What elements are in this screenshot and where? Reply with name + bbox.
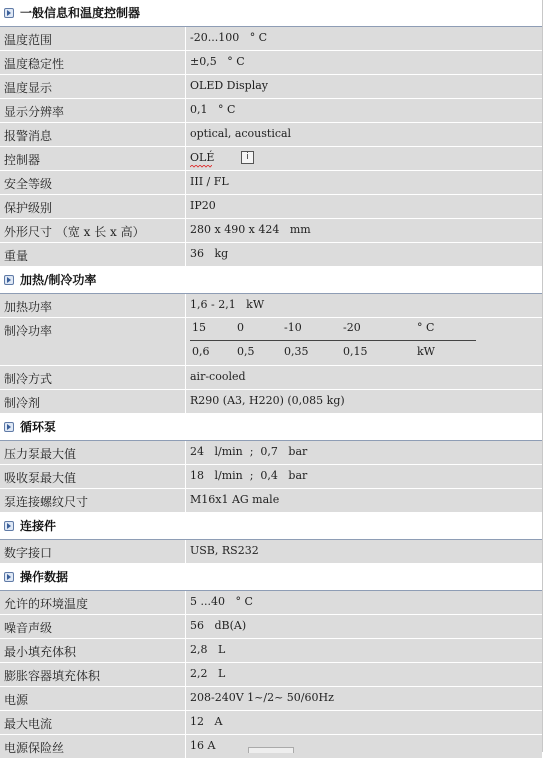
cell-divider	[185, 711, 186, 734]
cell-divider	[185, 390, 186, 413]
spec-label: 制冷功率	[4, 324, 53, 338]
cell-divider	[185, 219, 186, 242]
spec-row	[0, 123, 542, 147]
spec-row	[0, 591, 542, 615]
cell-divider	[185, 615, 186, 638]
spec-row	[0, 219, 542, 243]
spec-label: 数字接口	[4, 546, 53, 560]
section-header-operating-data[interactable]	[0, 564, 542, 591]
spec-label: 外形尺寸 （宽 x 长 x 高）	[4, 225, 145, 239]
cell-divider	[185, 318, 186, 365]
cell-divider	[185, 735, 186, 758]
cell-divider	[185, 51, 186, 74]
spec-label: 制冷方式	[4, 372, 53, 386]
cell-divider	[185, 123, 186, 146]
spec-value: air-cooled	[190, 370, 246, 383]
spellcheck-squiggle	[190, 165, 212, 168]
spec-row-cooling-power	[0, 318, 542, 366]
spec-row	[0, 639, 542, 663]
spec-value: 36 kg	[190, 247, 229, 260]
window-edge	[542, 0, 543, 752]
spec-value: ±0,5 ° C	[190, 55, 245, 68]
cell-divider	[185, 663, 186, 686]
spec-label: 加热功率	[4, 300, 53, 314]
spec-label: 允许的环境温度	[4, 597, 89, 611]
spec-label: 噪音声级	[4, 621, 53, 635]
spec-row	[0, 99, 542, 123]
section-title: 操作数据	[20, 570, 69, 584]
spec-value: 2,8 L	[190, 643, 226, 656]
spec-row	[0, 540, 542, 564]
triangle-bullet-icon	[4, 8, 14, 18]
cell-divider	[185, 591, 186, 614]
spec-label: 温度稳定性	[4, 57, 65, 71]
spec-value: -20...100 ° C	[190, 31, 268, 44]
section-header-general[interactable]	[0, 0, 542, 27]
cooling-power: 0,15	[343, 345, 368, 358]
spec-value: OLED Display	[190, 79, 268, 92]
cell-divider	[185, 687, 186, 710]
spec-label: 泵连接螺纹尺寸	[4, 495, 89, 509]
cooling-temp: -20	[343, 321, 361, 334]
spec-value: 2,2 L	[190, 667, 226, 680]
spec-value: III / FL	[190, 175, 229, 188]
section-title: 一般信息和温度控制器	[20, 6, 141, 20]
cooling-power: 0,6	[192, 345, 210, 358]
spec-row-controller	[0, 147, 542, 171]
spec-label: 重量	[4, 249, 29, 263]
section-title: 加热/制冷功率	[20, 273, 97, 287]
cell-divider	[185, 195, 186, 218]
spec-row	[0, 465, 542, 489]
spec-label: 最大电流	[4, 717, 53, 731]
section-header-connections[interactable]	[0, 513, 542, 540]
spec-label: 吸收泵最大值	[4, 471, 77, 485]
spec-value: 12 A	[190, 715, 223, 728]
cooling-power-unit: kW	[417, 345, 435, 358]
triangle-bullet-icon	[4, 275, 14, 285]
spec-value: 5 ...40 ° C	[190, 595, 253, 608]
cell-divider	[185, 366, 186, 389]
cell-divider	[185, 99, 186, 122]
cooling-power: 0,5	[237, 345, 255, 358]
spec-label: 制冷剂	[4, 396, 41, 410]
spec-value: 16 A	[190, 739, 216, 752]
spec-row	[0, 663, 542, 687]
cell-divider	[185, 75, 186, 98]
spec-row	[0, 711, 542, 735]
spec-value: 24 l/min ; 0,7 bar	[190, 445, 308, 458]
section-title: 连接件	[20, 519, 57, 533]
spec-label: 膨胀容器填充体积	[4, 669, 101, 683]
spec-value: optical, acoustical	[190, 127, 292, 140]
cooling-power: 0,35	[284, 345, 309, 358]
triangle-bullet-icon	[4, 422, 14, 432]
spec-row	[0, 195, 542, 219]
cell-divider	[185, 489, 186, 512]
cell-divider	[185, 540, 186, 563]
spec-row	[0, 615, 542, 639]
cell-divider	[185, 639, 186, 662]
cooling-temp: -10	[284, 321, 302, 334]
spec-row	[0, 294, 542, 318]
spec-value: USB, RS232	[190, 544, 259, 557]
spec-value: 1,6 - 2,1 kW	[190, 298, 265, 311]
spec-row	[0, 366, 542, 390]
info-icon[interactable]: i	[241, 151, 254, 164]
spec-value: R290 (A3, H220) (0,085 kg)	[190, 394, 345, 407]
cooling-table-rule	[190, 340, 476, 341]
cooling-temp: 15	[192, 321, 206, 334]
spec-label: 电源保险丝	[4, 741, 65, 755]
cell-divider	[185, 27, 186, 50]
spec-row	[0, 243, 542, 267]
cell-divider	[185, 171, 186, 194]
spec-label: 电源	[4, 693, 29, 707]
spec-row	[0, 27, 542, 51]
cell-divider	[185, 147, 186, 170]
spec-row	[0, 51, 542, 75]
spec-value: IP20	[190, 199, 216, 212]
cell-divider	[185, 294, 186, 317]
spec-label: 保护级别	[4, 201, 53, 215]
scroll-tab[interactable]	[248, 747, 294, 753]
spec-label: 温度显示	[4, 81, 53, 95]
cell-divider	[185, 441, 186, 464]
triangle-bullet-icon	[4, 572, 14, 582]
spec-label: 安全等级	[4, 177, 53, 191]
spec-value: 56 dB(A)	[190, 619, 247, 632]
spec-row	[0, 441, 542, 465]
spec-label: 压力泵最大值	[4, 447, 77, 461]
spec-value: OLÉ	[190, 151, 215, 164]
spec-row	[0, 489, 542, 513]
spec-label: 报警消息	[4, 129, 53, 143]
spec-value: 280 x 490 x 424 mm	[190, 223, 311, 236]
spec-value: 18 l/min ; 0,4 bar	[190, 469, 308, 482]
section-header-heating-cooling[interactable]	[0, 267, 542, 294]
spec-row	[0, 687, 542, 711]
spec-value: M16x1 AG male	[190, 493, 280, 506]
triangle-bullet-icon	[4, 521, 14, 531]
spec-row	[0, 171, 542, 195]
cooling-temp: 0	[237, 321, 244, 334]
section-title: 循环泵	[20, 420, 57, 434]
spec-row	[0, 390, 542, 414]
spec-label: 最小填充体积	[4, 645, 77, 659]
cell-divider	[185, 243, 186, 266]
spec-value: 0,1 ° C	[190, 103, 236, 116]
cell-divider	[185, 465, 186, 488]
spec-label: 温度范围	[4, 33, 53, 47]
section-header-pump[interactable]	[0, 414, 542, 441]
spec-label: 控制器	[4, 153, 41, 167]
cooling-temp-unit: ° C	[417, 321, 435, 334]
spec-value: 208-240V 1~/2~ 50/60Hz	[190, 691, 334, 704]
spec-label: 显示分辨率	[4, 105, 65, 119]
spec-row	[0, 75, 542, 99]
